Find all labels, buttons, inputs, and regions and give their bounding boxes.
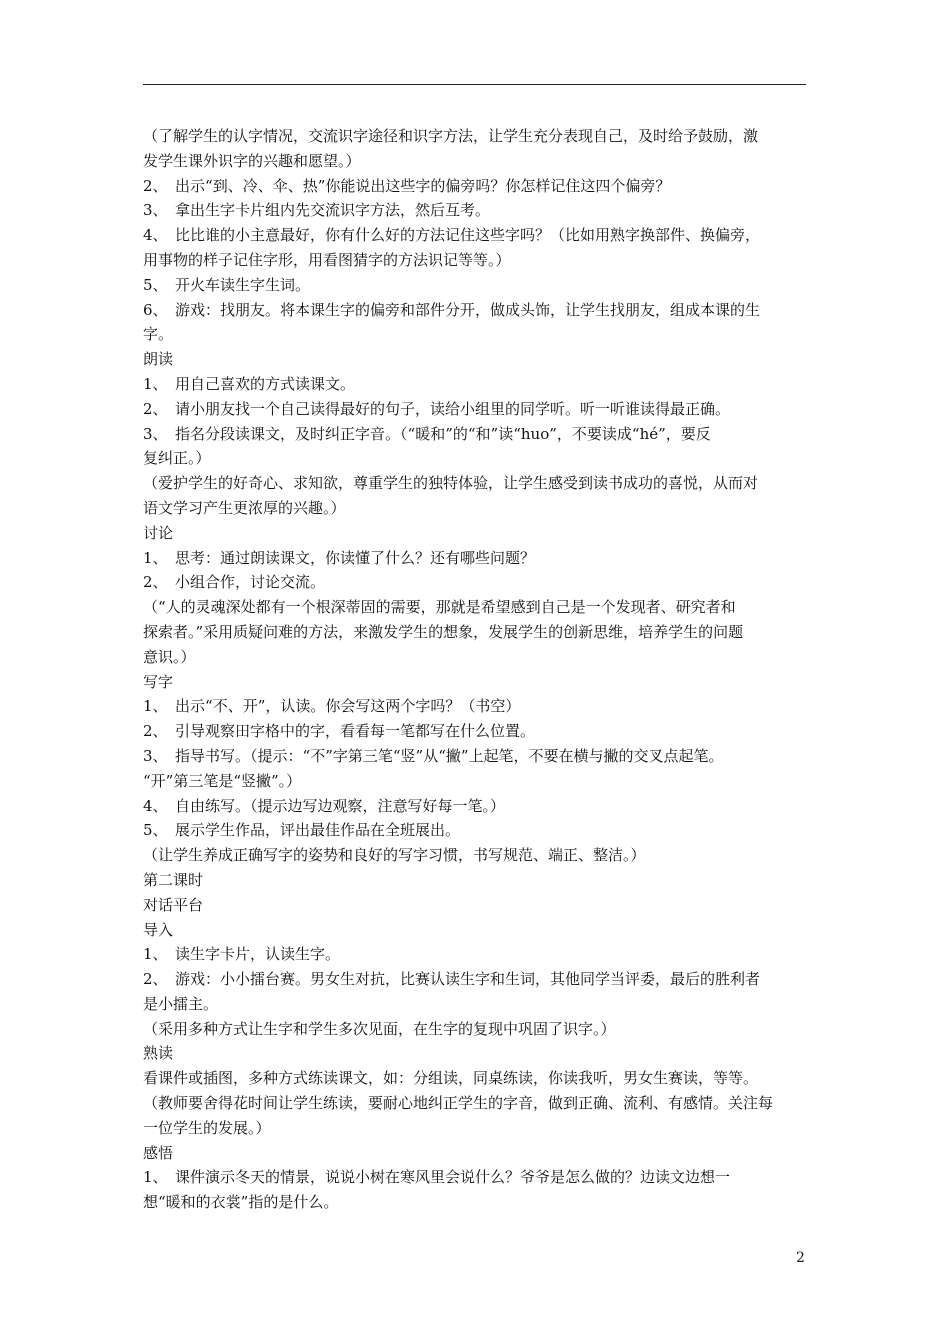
text-line: 字。 [143, 325, 174, 344]
text-line: 看课件或插图，多种方式练读课文，如：分组读，同桌练读，你读我听，男女生赛读，等等。 [143, 1069, 759, 1088]
text-line: 5、 展示学生作品，评出最佳作品在全班展出。 [143, 821, 461, 840]
text-line: 用事物的样子记住字形，用看图猜字的方法识记等等。） [143, 250, 511, 269]
header-rule [143, 84, 806, 85]
text-line: 3、 指名分段读课文，及时纠正字音。（“暖和”的“和”读“huo”，不要读成“hé”，要反 [143, 424, 711, 443]
text-line: 朗读 [143, 350, 174, 369]
text-line: 对话平台 [143, 895, 204, 914]
text-line: “开”第三笔是“竖撇”。） [143, 771, 302, 790]
text-line: 写字 [143, 672, 174, 691]
text-line: 2、 请小朋友找一个自己读得最好的句子，读给小组里的同学听。听一听谁读得最正确。 [143, 399, 731, 418]
text-line: 第二课时 [143, 870, 204, 889]
text-line: 想“暖和的衣裳”指的是什么。 [143, 1193, 339, 1212]
text-line: 语文学习产生更浓厚的兴趣。） [143, 498, 346, 517]
text-line: 意识。） [143, 647, 196, 666]
text-line: 2、 引导观察田字格中的字，看看每一笔都写在什么位置。 [143, 722, 536, 741]
text-line: 2、 出示“到、冷、伞、热”你能说出这些字的偏旁吗？你怎样记住这四个偏旁？ [143, 176, 671, 195]
text-line: 2、 游戏：小小擂台赛。男女生对抗，比赛认读生字和生词，其他同学当评委，最后的胜利者 [143, 970, 761, 989]
text-line: 复纠正。） [143, 449, 211, 468]
text-line: （“人的灵魂深处都有一个根深蒂固的需要，那就是希望感到自己是一个发现者、研究者和 [143, 598, 736, 617]
text-line: 1、 用自己喜欢的方式读课文。 [143, 374, 356, 393]
text-line: 3、 拿出生字卡片组内先交流识字方法，然后互考。 [143, 201, 491, 220]
text-line: 1、 思考：通过朗读课文，你读懂了什么？还有哪些问题？ [143, 548, 536, 567]
text-line: 熟读 [143, 1044, 174, 1063]
text-line: 1、 读生字卡片，认读生字。 [143, 945, 341, 964]
text-line: 导入 [143, 920, 174, 939]
text-line: （让学生养成正确写字的姿势和良好的写字习惯，书写规范、端正、整洁。） [143, 846, 646, 865]
text-line: 2、 小组合作，讨论交流。 [143, 573, 326, 592]
text-line: 探索者。”采用质疑问难的方法，来激发学生的想象，发展学生的创新思维，培养学生的问题 [143, 622, 744, 641]
text-line: （教师要舍得花时间让学生练读，要耐心地纠正学生的字音，做到正确、流利、有感情。关注每 [143, 1094, 774, 1113]
text-line: 3、 指导书写。（提示：“不”字第三笔“竖”从“撇”上起笔，不要在横与撇的交叉点起笔。 [143, 746, 724, 765]
text-line: 讨论 [143, 523, 174, 542]
text-line: 1、 出示“不、开”，认读。你会写这两个字吗？（书空） [143, 697, 521, 716]
text-line: （采用多种方式让生字和学生多次见面，在生字的复现中巩固了识字。） [143, 1019, 616, 1038]
page-number: 2 [796, 1250, 805, 1266]
text-line: 一位学生的发展。） [143, 1118, 271, 1137]
text-line: 是小擂主。 [143, 994, 219, 1013]
text-line: （爱护学生的好奇心、求知欲，尊重学生的独特体验，让学生感受到读书成功的喜悦，从而对 [143, 474, 759, 493]
text-line: 6、 游戏：找朋友。将本课生字的偏旁和部件分开，做成头饰，让学生找朋友，组成本课的生 [143, 300, 761, 319]
lesson-text [143, 124, 811, 1215]
text-line: 感悟 [143, 1143, 174, 1162]
text-line: （了解学生的认字情况，交流识字途径和识字方法，让学生充分表现自己，及时给予鼓励，激 [143, 127, 759, 145]
text-line: 5、 开火车读生字生词。 [143, 275, 311, 294]
text-line: 1、 课件演示冬天的情景，说说小树在寒风里会说什么？爷爷是怎么做的？边读文边想一 [143, 1168, 731, 1187]
text-line: 4、 比比谁的小主意最好，你有什么好的方法记住这些字吗？（比如用熟字换部件、换偏旁， [143, 226, 761, 245]
text-line: 4、 自由练写。（提示边写边观察，注意写好每一笔。） [143, 796, 506, 815]
text-line: 发学生课外识字的兴趣和愿望。） [143, 151, 361, 170]
